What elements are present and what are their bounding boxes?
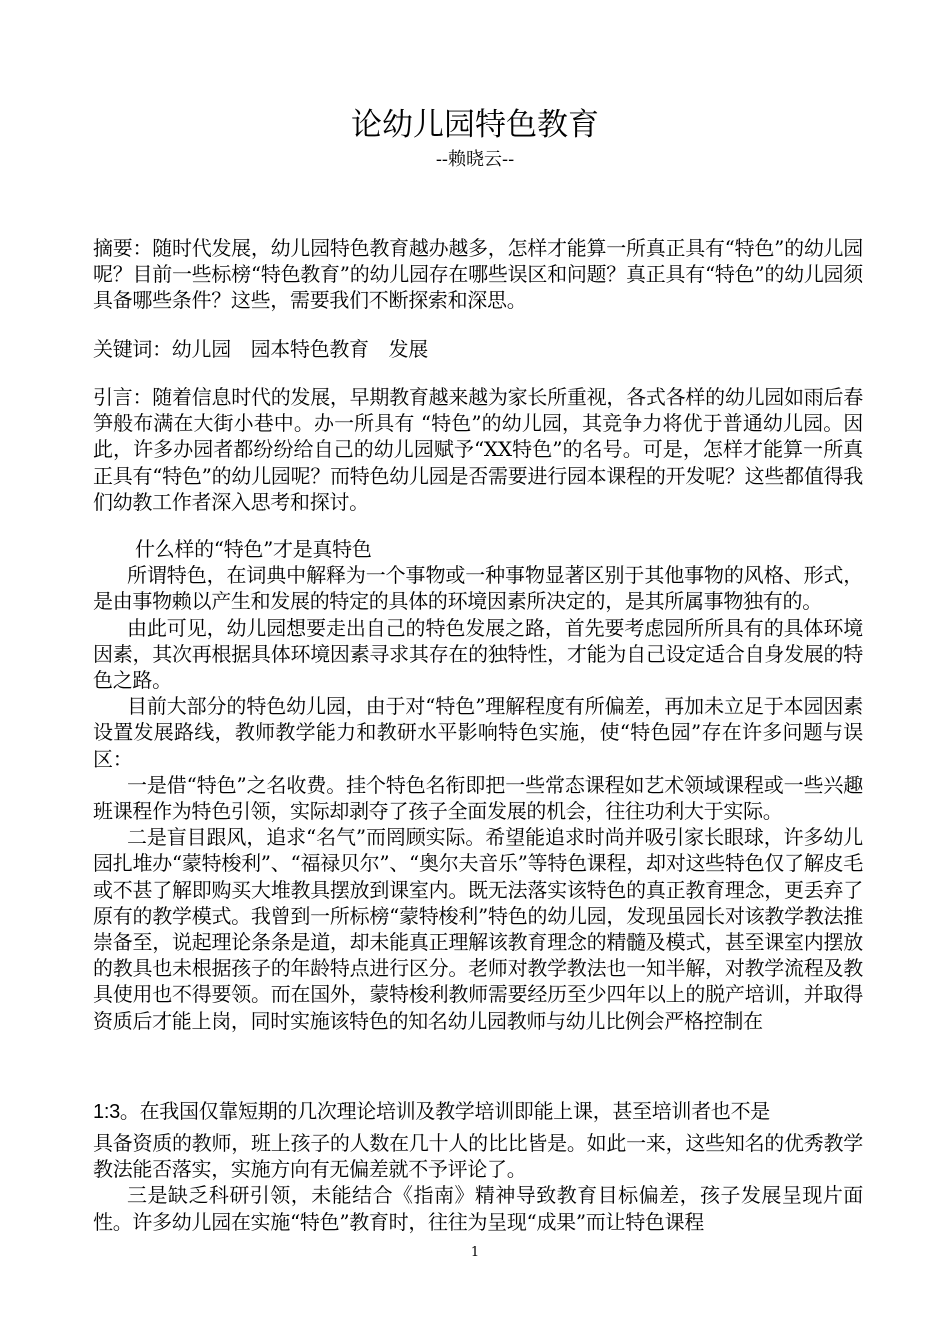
section-heading: 什么样的“特色”才是真特色	[135, 537, 372, 561]
document-title: 论幼儿园特色教育	[351, 107, 599, 143]
main-section	[93, 536, 863, 1034]
page-number: 1	[470, 1245, 480, 1260]
ratio-number: 1:3	[93, 1101, 120, 1123]
ratio-line	[93, 1098, 863, 1125]
body-paragraph: 所谓特色，在词典中解释为一个事物或一种事物显著区别于其他事物的风格、形式，是由事物赖以产生和发展的特定的具体的环境因素所决定的，是其所属事物独有的。	[93, 563, 863, 614]
keywords-line	[93, 336, 863, 362]
keywords-text: 关键词：幼儿园 园本特色教育 发展	[93, 337, 428, 361]
introduction-text: 引言：随着信息时代的发展，早期教育越来越为家长所重视，各式各样的幼儿园如雨后春笋般布满在大街小巷中。办一所具有 “特色”的幼儿园，其竞争力将优于普通幼儿园。因此，许多办园者都纷纷给自己的幼儿园赋予“XX特色”的名号。可是，怎样才能算一所真正具有“特色”的幼儿园呢？而特色幼儿园是否需要进行园本课程的开发呢？这些都值得我们幼教工作者深入思考和探讨。	[93, 385, 863, 514]
ratio-line-text: 。在我国仅靠短期的几次理论培训及教学培训即能上课，甚至培训者也不是	[119, 1099, 771, 1123]
body-paragraph: 具备资质的教师，班上孩子的人数在几十人的比比皆是。如此一来，这些知名的优秀教学教法能否落实，实施方向有无偏差就不予评论了。	[93, 1131, 863, 1182]
introduction-paragraph	[93, 384, 863, 515]
body-paragraph: 三是缺乏科研引领，未能结合《指南》精神导致教育目标偏差，孩子发展呈现片面性。许多幼儿园在实施“特色”教育时，往往为呈现“成果”而让特色课程	[93, 1183, 863, 1234]
body-paragraph: 二是盲目跟风，追求“名气”而罔顾实际。希望能追求时尚并吸引家长眼球，许多幼儿园扎堆办“蒙特梭利”、“福禄贝尔”、“奥尔夫音乐”等特色课程，却对这些特色仅了解皮毛或不甚了解即购买大堆教具摆放到课室内。既无法落实该特色的真正教育理念，更丢弃了原有的教学模式。我曾到一所标榜“蒙特梭利”特色的幼儿园，发现虽园长对该教学教法推崇备至，说起理论条条是道，却未能真正理解该教育理念的精髓及模式，甚至课室内摆放的教具也未根据孩子的年龄特点进行区分。老师对教学教法也一知半解，对教学流程及教具使用也不得要领。而在国外，蒙特梭利教师需要经历至少四年以上的脱产培训，并取得资质后才能上岗，同时实施该特色的知名幼儿园教师与幼儿比例会严格控制在	[93, 825, 863, 1033]
body-paragraph: 由此可见，幼儿园想要走出自己的特色发展之路，首先要考虑园所所具有的具体环境因素，其次再根据具体环境因素寻求其存在的独特性，才能为自己设定适合自身发展的特色之路。	[93, 615, 863, 693]
abstract-text: 摘要：随时代发展，幼儿园特色教育越办越多，怎样才能算一所真正具有“特色”的幼儿园呢？目前一些标榜“特色教育”的幼儿园存在哪些误区和问题？真正具有“特色”的幼儿园须具备哪些条件？这些，需要我们不断探索和深思。	[93, 236, 863, 313]
document-author: --赖晓云--	[435, 149, 515, 170]
continuation-section	[93, 1130, 863, 1235]
abstract-paragraph	[93, 235, 863, 314]
body-paragraph: 一是借“特色”之名收费。挂个特色名衔即把一些常态课程如艺术领域课程或一些兴趣班课程作为特色引领，实际却剥夺了孩子全面发展的机会，往往功利大于实际。	[93, 772, 863, 824]
body-paragraph: 目前大部分的特色幼儿园，由于对“特色”理解程度有所偏差，再加未立足于本园因素设置发展路线，教师教学能力和教研水平影响特色实施，使“特色园”存在许多问题与误区：	[93, 694, 863, 771]
